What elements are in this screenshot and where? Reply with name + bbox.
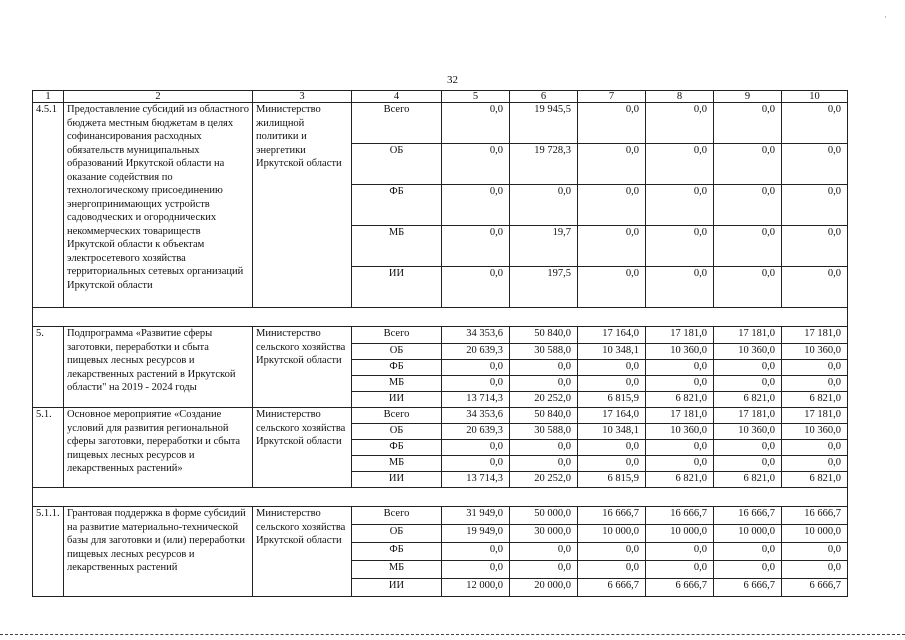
amount-col-7: 0,0 [578,440,646,456]
amount-col-7: 0,0 [578,360,646,376]
amount-col-10: 0,0 [782,543,848,561]
amount-col-8: 0,0 [646,456,714,472]
amount-col-7: 0,0 [578,103,646,144]
page-bottom-edge [0,634,905,636]
funding-source: ОБ [352,424,442,440]
amount-col-9: 0,0 [714,144,782,185]
funding-source: МБ [352,226,442,267]
amount-col-5: 0,0 [442,144,510,185]
item-executor: Министерство жилищной политики и энергетики Иркутской области [253,103,352,308]
spacer-cell [510,488,578,507]
amount-col-7: 0,0 [578,543,646,561]
amount-col-8: 0,0 [646,267,714,308]
amount-col-6: 50 840,0 [510,408,578,424]
amount-col-9: 10 360,0 [714,424,782,440]
spacer-cell [782,488,848,507]
item-name: Подпрограмма «Развитие сферы заготовки, переработки и сбыта пищевых лесных ресурсов и лекарственных растений в Иркутской области" на 2019 - 2024 годы [64,327,253,408]
spacer-cell [33,488,64,507]
amount-col-10: 0,0 [782,144,848,185]
funding-source: ФБ [352,185,442,226]
amount-col-6: 20 252,0 [510,472,578,488]
funding-source: ИИ [352,392,442,408]
amount-col-6: 0,0 [510,360,578,376]
amount-col-5: 20 639,3 [442,344,510,360]
column-header-9: 9 [714,91,782,103]
amount-col-7: 6 815,9 [578,472,646,488]
row-spacer [33,308,848,327]
spacer-cell [253,488,352,507]
funding-source: ФБ [352,440,442,456]
row-spacer [33,488,848,507]
amount-col-6: 50 840,0 [510,327,578,344]
amount-col-7: 0,0 [578,144,646,185]
amount-col-5: 13 714,3 [442,472,510,488]
column-header-7: 7 [578,91,646,103]
header-row [33,91,848,103]
amount-col-10: 0,0 [782,376,848,392]
column-header-6: 6 [510,91,578,103]
amount-col-5: 0,0 [442,561,510,579]
amount-col-5: 19 949,0 [442,525,510,543]
amount-col-7: 16 666,7 [578,507,646,525]
amount-col-5: 20 639,3 [442,424,510,440]
spacer-cell [578,488,646,507]
item-executor: Министерство сельского хозяйства Иркутской области [253,327,352,408]
amount-col-7: 10 348,1 [578,424,646,440]
spacer-cell [714,308,782,327]
funding-source: ФБ [352,360,442,376]
amount-col-7: 0,0 [578,185,646,226]
column-header-2: 2 [64,91,253,103]
funding-source: ОБ [352,525,442,543]
funding-source: ИИ [352,267,442,308]
amount-col-10: 17 181,0 [782,327,848,344]
amount-col-5: 0,0 [442,226,510,267]
spacer-cell [782,308,848,327]
table-row [33,103,848,144]
amount-col-8: 16 666,7 [646,507,714,525]
amount-col-7: 0,0 [578,376,646,392]
amount-col-10: 0,0 [782,185,848,226]
spacer-cell [352,488,442,507]
amount-col-10: 17 181,0 [782,408,848,424]
column-header-1: 1 [33,91,64,103]
spacer-cell [442,308,510,327]
amount-col-7: 17 164,0 [578,327,646,344]
amount-col-9: 0,0 [714,185,782,226]
amount-col-8: 0,0 [646,360,714,376]
amount-col-9: 0,0 [714,226,782,267]
spacer-cell [646,308,714,327]
amount-col-7: 6 815,9 [578,392,646,408]
amount-col-5: 0,0 [442,360,510,376]
amount-col-5: 0,0 [442,103,510,144]
amount-col-10: 0,0 [782,226,848,267]
amount-col-5: 0,0 [442,376,510,392]
amount-col-5: 0,0 [442,440,510,456]
item-name: Грантовая поддержка в форме субсидий на развитие материально-технической базы для заготовки и (или) переработки пищевых лесных ресурсов и лекарственных растений [64,507,253,597]
funding-source: ИИ [352,472,442,488]
amount-col-10: 6 821,0 [782,392,848,408]
amount-col-10: 10 000,0 [782,525,848,543]
amount-col-10: 0,0 [782,561,848,579]
amount-col-6: 19 728,3 [510,144,578,185]
amount-col-10: 0,0 [782,103,848,144]
amount-col-10: 6 821,0 [782,472,848,488]
amount-col-6: 19,7 [510,226,578,267]
amount-col-8: 0,0 [646,226,714,267]
funding-source: ОБ [352,344,442,360]
amount-col-10: 0,0 [782,456,848,472]
amount-col-6: 0,0 [510,561,578,579]
amount-col-6: 0,0 [510,456,578,472]
column-header-4: 4 [352,91,442,103]
amount-col-8: 17 181,0 [646,408,714,424]
spacer-cell [578,308,646,327]
amount-col-7: 0,0 [578,226,646,267]
amount-col-10: 6 666,7 [782,579,848,597]
amount-col-9: 17 181,0 [714,327,782,344]
funding-source: Всего [352,507,442,525]
item-number: 4.5.1 [33,103,64,308]
column-header-5: 5 [442,91,510,103]
amount-col-8: 6 821,0 [646,392,714,408]
amount-col-6: 30 000,0 [510,525,578,543]
amount-col-10: 10 360,0 [782,344,848,360]
amount-col-7: 17 164,0 [578,408,646,424]
amount-col-8: 0,0 [646,185,714,226]
funding-source: Всего [352,408,442,424]
item-name: Предоставление субсидий из областного бюджета местным бюджетам в целях софинансирования расходных обязательств муниципальных образований Иркутской области на оказание содействия по технологическому присоединению энергопринимающих устройств садоводческих и огороднических некоммерческих товариществ Иркутской области к объектам электросетевого хозяйства территориальных сетевых организаций Иркутской области [64,103,253,308]
amount-col-6: 0,0 [510,185,578,226]
spacer-cell [64,488,253,507]
funding-source: Всего [352,103,442,144]
amount-col-8: 10 000,0 [646,525,714,543]
funding-source: ОБ [352,144,442,185]
amount-col-6: 20 000,0 [510,579,578,597]
amount-col-9: 6 821,0 [714,472,782,488]
column-header-10: 10 [782,91,848,103]
item-executor: Министерство сельского хозяйства Иркутской области [253,408,352,488]
amount-col-5: 34 353,6 [442,327,510,344]
amount-col-9: 0,0 [714,561,782,579]
amount-col-6: 20 252,0 [510,392,578,408]
amount-col-5: 34 353,6 [442,408,510,424]
amount-col-8: 0,0 [646,376,714,392]
amount-col-5: 0,0 [442,185,510,226]
spacer-cell [64,308,253,327]
amount-col-8: 6 666,7 [646,579,714,597]
amount-col-5: 31 949,0 [442,507,510,525]
amount-col-9: 17 181,0 [714,408,782,424]
amount-col-8: 0,0 [646,144,714,185]
amount-col-10: 0,0 [782,267,848,308]
amount-col-6: 19 945,5 [510,103,578,144]
funding-source: ФБ [352,543,442,561]
funding-source: МБ [352,456,442,472]
item-number: 5.1.1. [33,507,64,597]
amount-col-9: 0,0 [714,267,782,308]
amount-col-6: 50 000,0 [510,507,578,525]
item-executor: Министерство сельского хозяйства Иркутской области [253,507,352,597]
item-name: Основное мероприятие «Создание условий для развития региональной сферы заготовки, переработки и сбыта пищевых лесных ресурсов и лекарственных растений» [64,408,253,488]
amount-col-7: 6 666,7 [578,579,646,597]
amount-col-9: 10 360,0 [714,344,782,360]
amount-col-8: 0,0 [646,103,714,144]
amount-col-5: 0,0 [442,267,510,308]
funding-source: МБ [352,376,442,392]
amount-col-9: 10 000,0 [714,525,782,543]
funding-source: МБ [352,561,442,579]
spacer-cell [33,308,64,327]
amount-col-8: 0,0 [646,561,714,579]
funding-source: ИИ [352,579,442,597]
amount-col-8: 17 181,0 [646,327,714,344]
amount-col-5: 0,0 [442,543,510,561]
spacer-cell [646,488,714,507]
page-number: 32 [447,74,458,86]
funding-source: Всего [352,327,442,344]
amount-col-9: 6 666,7 [714,579,782,597]
table-row [33,408,848,424]
spacer-cell [714,488,782,507]
column-header-3: 3 [253,91,352,103]
amount-col-10: 10 360,0 [782,424,848,440]
table-row [33,507,848,525]
item-number: 5.1. [33,408,64,488]
amount-col-5: 13 714,3 [442,392,510,408]
program-funding-table [32,90,848,597]
item-number: 5. [33,327,64,408]
amount-col-9: 0,0 [714,543,782,561]
amount-col-8: 6 821,0 [646,472,714,488]
amount-col-6: 0,0 [510,376,578,392]
column-header-8: 8 [646,91,714,103]
amount-col-7: 0,0 [578,267,646,308]
amount-col-9: 0,0 [714,376,782,392]
amount-col-9: 0,0 [714,456,782,472]
amount-col-9: 0,0 [714,440,782,456]
amount-col-6: 197,5 [510,267,578,308]
amount-col-7: 0,0 [578,456,646,472]
amount-col-6: 0,0 [510,543,578,561]
amount-col-10: 0,0 [782,440,848,456]
amount-col-6: 0,0 [510,440,578,456]
spacer-cell [352,308,442,327]
amount-col-9: 0,0 [714,103,782,144]
amount-col-10: 16 666,7 [782,507,848,525]
spacer-cell [510,308,578,327]
spacer-cell [253,308,352,327]
amount-col-9: 16 666,7 [714,507,782,525]
amount-col-6: 30 588,0 [510,344,578,360]
amount-col-10: 0,0 [782,360,848,376]
amount-col-5: 12 000,0 [442,579,510,597]
amount-col-9: 6 821,0 [714,392,782,408]
amount-col-9: 0,0 [714,360,782,376]
amount-col-8: 10 360,0 [646,424,714,440]
spacer-cell [442,488,510,507]
amount-col-7: 10 348,1 [578,344,646,360]
amount-col-8: 10 360,0 [646,344,714,360]
amount-col-7: 10 000,0 [578,525,646,543]
corner-mark: · [884,12,887,22]
amount-col-8: 0,0 [646,440,714,456]
table-row [33,327,848,344]
amount-col-7: 0,0 [578,561,646,579]
amount-col-8: 0,0 [646,543,714,561]
amount-col-6: 30 588,0 [510,424,578,440]
amount-col-5: 0,0 [442,456,510,472]
